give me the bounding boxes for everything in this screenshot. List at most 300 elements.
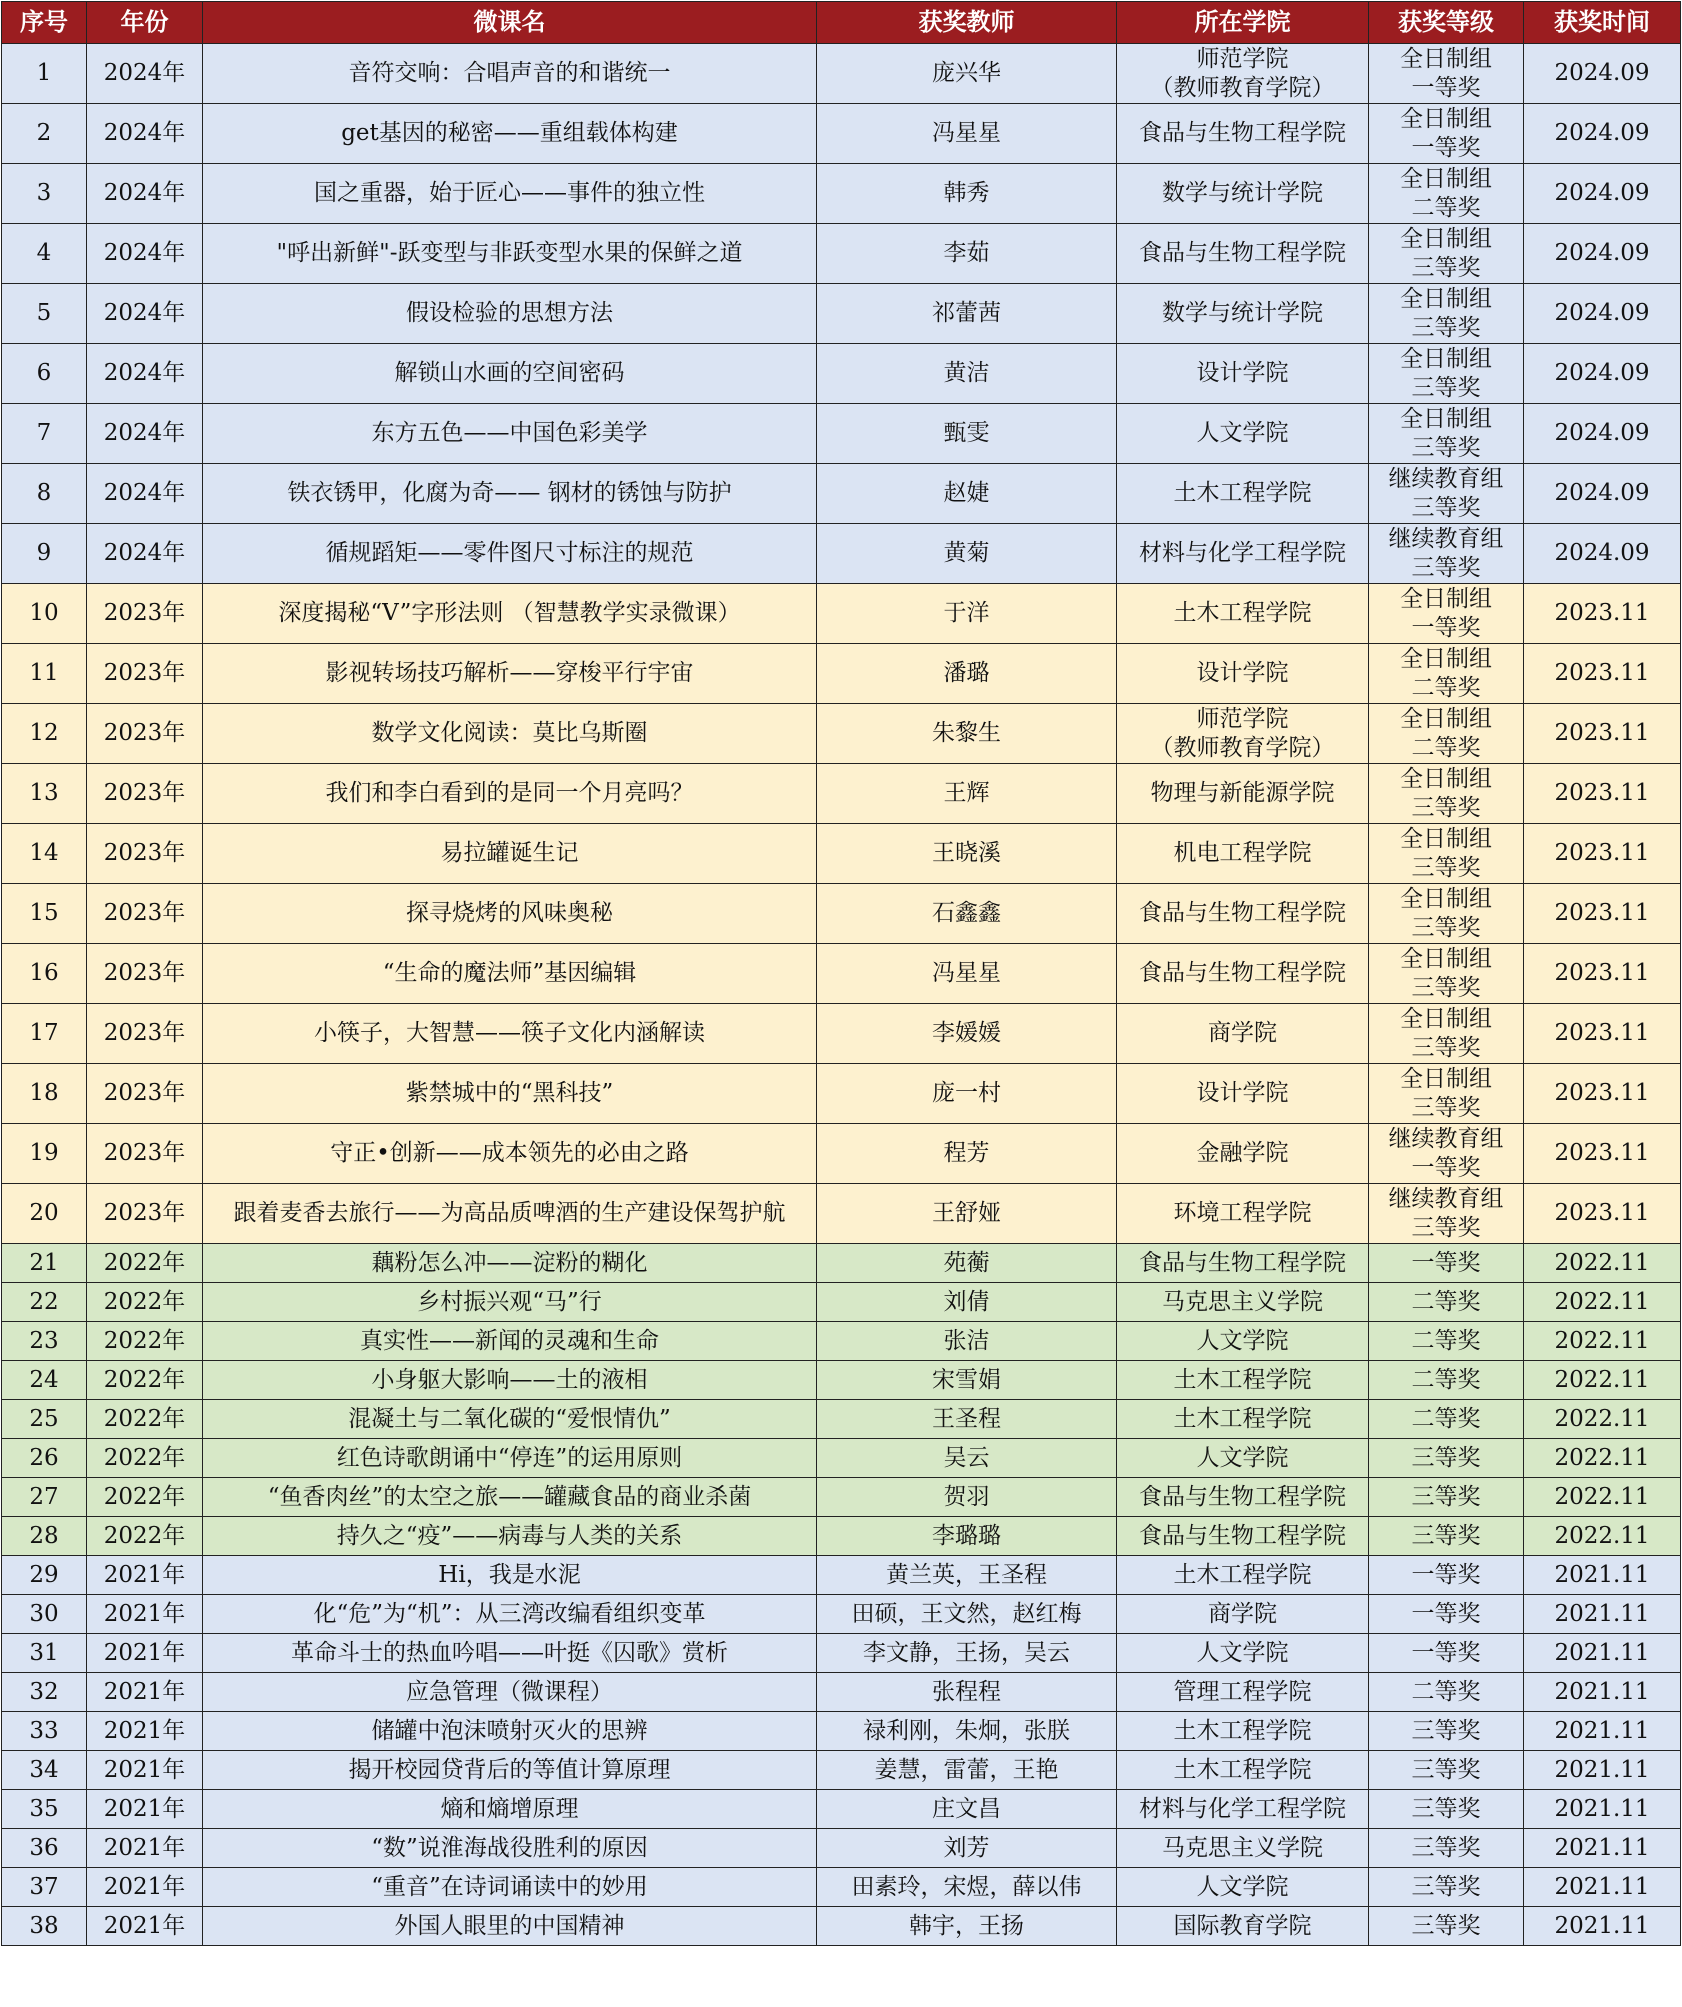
header-no: 序号 [2, 2, 87, 44]
cell-no: 19 [2, 1124, 87, 1184]
cell-teacher: 冯星星 [817, 104, 1117, 164]
cell-course-title: 藕粉怎么冲——淀粉的糊化 [203, 1244, 817, 1283]
cell-college-line: 土木工程学院 [1173, 1366, 1312, 1393]
cell-course-title: 革命斗士的热血吟唱——叶挺《囚歌》赏析 [203, 1634, 817, 1673]
cell-no: 6 [2, 344, 87, 404]
cell-award-level [1369, 1400, 1524, 1439]
table-row [2, 344, 1681, 404]
cell-course-title: 外国人眼里的中国精神 [203, 1907, 817, 1946]
cell-award-date: 2024.09 [1524, 404, 1681, 464]
table-row [2, 1907, 1681, 1946]
cell-award-level-line: 三等奖 [1411, 1912, 1481, 1939]
cell-teacher: 黄洁 [817, 344, 1117, 404]
cell-year: 2023年 [87, 644, 203, 704]
cell-college [1117, 1517, 1369, 1556]
cell-teacher: 刘倩 [817, 1283, 1117, 1322]
table-row [2, 884, 1681, 944]
table-row [2, 524, 1681, 584]
cell-award-date: 2023.11 [1524, 764, 1681, 824]
cell-award-level [1369, 344, 1524, 404]
cell-award-level-line: 三等奖 [1411, 1873, 1481, 1900]
cell-award-level [1369, 1907, 1524, 1946]
cell-award-date: 2023.11 [1524, 644, 1681, 704]
cell-college [1117, 1712, 1369, 1751]
cell-award-level [1369, 644, 1524, 704]
cell-year: 2021年 [87, 1712, 203, 1751]
cell-year: 2023年 [87, 1064, 203, 1124]
cell-year: 2023年 [87, 584, 203, 644]
cell-college-line: 物理与新能源学院 [1150, 780, 1335, 806]
cell-course-title: 循规蹈矩——零件图尺寸标注的规范 [203, 524, 817, 584]
cell-award-level [1369, 284, 1524, 344]
cell-course-title: 守正•创新——成本领先的必由之路 [203, 1124, 817, 1184]
cell-award-date: 2021.11 [1524, 1907, 1681, 1946]
cell-no: 8 [2, 464, 87, 524]
cell-award-level [1369, 1595, 1524, 1634]
cell-teacher: 石鑫鑫 [817, 884, 1117, 944]
cell-no: 10 [2, 584, 87, 644]
cell-course-title: “重音”在诗词诵读中的妙用 [203, 1868, 817, 1907]
cell-award-level [1369, 1439, 1524, 1478]
cell-course-title: 解锁山水画的空间密码 [203, 344, 817, 404]
cell-college-line: 土木工程学院 [1173, 1561, 1312, 1588]
cell-teacher: 张程程 [817, 1673, 1117, 1712]
cell-course-title: 数学文化阅读：莫比乌斯圈 [203, 704, 817, 764]
cell-college [1117, 1478, 1369, 1517]
cell-award-level [1369, 1064, 1524, 1124]
header-year: 年份 [87, 2, 203, 44]
cell-no: 13 [2, 764, 87, 824]
cell-college [1117, 824, 1369, 884]
cell-college [1117, 1790, 1369, 1829]
cell-award-date: 2022.11 [1524, 1361, 1681, 1400]
table-row [2, 44, 1681, 104]
cell-award-date: 2021.11 [1524, 1790, 1681, 1829]
cell-year: 2024年 [87, 404, 203, 464]
cell-no: 36 [2, 1829, 87, 1868]
cell-award-date: 2023.11 [1524, 884, 1681, 944]
table-row [2, 1439, 1681, 1478]
cell-award-level-line: 三等奖 [1411, 974, 1481, 1001]
table-row [2, 1790, 1681, 1829]
cell-teacher: 李璐璐 [817, 1517, 1117, 1556]
table-row [2, 1595, 1681, 1634]
cell-teacher: 庞兴华 [817, 44, 1117, 104]
cell-award-level-line: 三等奖 [1411, 374, 1481, 401]
table-row [2, 1712, 1681, 1751]
cell-no: 5 [2, 284, 87, 344]
cell-no: 30 [2, 1595, 87, 1634]
cell-course-title: 跟着麦香去旅行——为高品质啤酒的生产建设保驾护航 [203, 1184, 817, 1244]
cell-teacher: 于洋 [817, 584, 1117, 644]
cell-award-level [1369, 1790, 1524, 1829]
cell-year: 2022年 [87, 1244, 203, 1283]
cell-award-level [1369, 944, 1524, 1004]
cell-college-line: 马克思主义学院 [1162, 1288, 1323, 1315]
cell-award-level [1369, 1751, 1524, 1790]
cell-college-line: （教师教育学院） [1150, 734, 1335, 761]
cell-award-level [1369, 524, 1524, 584]
cell-college [1117, 1184, 1369, 1244]
cell-no: 24 [2, 1361, 87, 1400]
cell-course-title: “鱼香肉丝”的太空之旅——罐藏食品的商业杀菌 [203, 1478, 817, 1517]
cell-course-title: 影视转场技巧解析——穿梭平行宇宙 [203, 644, 817, 704]
cell-award-level [1369, 1361, 1524, 1400]
cell-college-line: 土木工程学院 [1173, 480, 1312, 506]
cell-no: 1 [2, 44, 87, 104]
cell-award-date: 2024.09 [1524, 164, 1681, 224]
cell-award-date: 2023.11 [1524, 584, 1681, 644]
cell-award-level-line: 二等奖 [1411, 1678, 1481, 1705]
cell-college-line: 机电工程学院 [1173, 840, 1312, 866]
cell-no: 3 [2, 164, 87, 224]
header-teacher: 获奖教师 [817, 2, 1117, 44]
cell-course-title: 国之重器，始于匠心——事件的独立性 [203, 164, 817, 224]
cell-year: 2023年 [87, 884, 203, 944]
cell-course-title: 假设检验的思想方法 [203, 284, 817, 344]
cell-course-title: 化“危”为“机”：从三湾改编看组织变革 [203, 1595, 817, 1634]
cell-college-line: 设计学院 [1196, 1080, 1289, 1106]
cell-teacher: 贺羽 [817, 1478, 1117, 1517]
cell-teacher: 潘璐 [817, 644, 1117, 704]
cell-college [1117, 164, 1369, 224]
cell-year: 2021年 [87, 1595, 203, 1634]
table-row [2, 1400, 1681, 1439]
cell-college [1117, 1868, 1369, 1907]
cell-no: 32 [2, 1673, 87, 1712]
cell-year: 2023年 [87, 1184, 203, 1244]
cell-year: 2024年 [87, 464, 203, 524]
cell-college [1117, 404, 1369, 464]
cell-award-date: 2022.11 [1524, 1322, 1681, 1361]
cell-award-level-line: 全日制组 [1400, 885, 1492, 912]
cell-teacher: 苑蘅 [817, 1244, 1117, 1283]
cell-college-line: 土木工程学院 [1173, 1405, 1312, 1432]
cell-year: 2024年 [87, 104, 203, 164]
cell-college [1117, 764, 1369, 824]
cell-course-title: 持久之“疫”——病毒与人类的关系 [203, 1517, 817, 1556]
cell-award-level [1369, 704, 1524, 764]
cell-award-level [1369, 1634, 1524, 1673]
cell-no: 35 [2, 1790, 87, 1829]
table-row [2, 464, 1681, 524]
cell-award-date: 2024.09 [1524, 464, 1681, 524]
cell-teacher: 庞一村 [817, 1064, 1117, 1124]
cell-no: 31 [2, 1634, 87, 1673]
cell-award-level [1369, 1556, 1524, 1595]
cell-college-line: 人文学院 [1196, 1327, 1289, 1354]
cell-year: 2023年 [87, 1004, 203, 1064]
cell-teacher: 祁蕾茜 [817, 284, 1117, 344]
cell-college-line: 设计学院 [1196, 360, 1289, 386]
cell-award-date: 2021.11 [1524, 1868, 1681, 1907]
header-row [2, 2, 1681, 44]
cell-teacher: 韩秀 [817, 164, 1117, 224]
cell-course-title: 真实性——新闻的灵魂和生命 [203, 1322, 817, 1361]
cell-award-level [1369, 1712, 1524, 1751]
cell-year: 2023年 [87, 824, 203, 884]
cell-year: 2023年 [87, 1124, 203, 1184]
cell-award-level [1369, 1322, 1524, 1361]
cell-award-level-line: 一等奖 [1411, 1154, 1481, 1181]
cell-award-date: 2022.11 [1524, 1478, 1681, 1517]
table-row [2, 824, 1681, 884]
cell-college-line: 设计学院 [1196, 660, 1289, 686]
cell-no: 25 [2, 1400, 87, 1439]
cell-award-level-line: 三等奖 [1411, 854, 1481, 881]
cell-award-date: 2022.11 [1524, 1244, 1681, 1283]
cell-college [1117, 1751, 1369, 1790]
cell-teacher: 王圣程 [817, 1400, 1117, 1439]
cell-award-date: 2023.11 [1524, 1124, 1681, 1184]
cell-year: 2024年 [87, 224, 203, 284]
cell-award-level-line: 三等奖 [1411, 1522, 1481, 1549]
cell-award-level [1369, 884, 1524, 944]
cell-college [1117, 1595, 1369, 1634]
cell-year: 2021年 [87, 1907, 203, 1946]
cell-award-level [1369, 1184, 1524, 1244]
cell-no: 16 [2, 944, 87, 1004]
cell-award-level-line: 一等奖 [1411, 1561, 1481, 1588]
cell-college [1117, 944, 1369, 1004]
cell-college [1117, 1907, 1369, 1946]
table-row [2, 584, 1681, 644]
cell-year: 2022年 [87, 1439, 203, 1478]
cell-course-title: 深度揭秘“V”字形法则 （智慧教学实录微课） [203, 584, 817, 644]
cell-year: 2023年 [87, 704, 203, 764]
cell-college-line: 食品与生物工程学院 [1139, 120, 1346, 146]
table-row [2, 1751, 1681, 1790]
cell-award-level [1369, 1283, 1524, 1322]
table-row [2, 1634, 1681, 1673]
table-row [2, 944, 1681, 1004]
table-row [2, 1556, 1681, 1595]
cell-award-level-line: 三等奖 [1411, 1483, 1481, 1510]
cell-teacher: 田硕，王文然，赵红梅 [817, 1595, 1117, 1634]
table-row [2, 104, 1681, 164]
cell-no: 11 [2, 644, 87, 704]
cell-award-level [1369, 1478, 1524, 1517]
cell-award-level-line: 二等奖 [1411, 674, 1481, 701]
cell-college-line: （教师教育学院） [1150, 74, 1335, 101]
cell-college [1117, 1124, 1369, 1184]
cell-award-level [1369, 1517, 1524, 1556]
cell-award-date: 2024.09 [1524, 104, 1681, 164]
table-row [2, 1829, 1681, 1868]
cell-award-level-line: 全日制组 [1400, 585, 1492, 612]
cell-year: 2022年 [87, 1361, 203, 1400]
table-row [2, 164, 1681, 224]
cell-award-level-line: 全日制组 [1400, 405, 1492, 432]
cell-college-line: 管理工程学院 [1173, 1678, 1312, 1705]
cell-award-level-line: 一等奖 [1411, 134, 1481, 161]
table-row [2, 1244, 1681, 1283]
cell-college-line: 马克思主义学院 [1162, 1834, 1323, 1861]
cell-award-level-line: 全日制组 [1400, 105, 1492, 132]
cell-course-title: 小身躯大影响——土的液相 [203, 1361, 817, 1400]
cell-teacher: 程芳 [817, 1124, 1117, 1184]
cell-college-line: 商学院 [1208, 1600, 1277, 1627]
table-body [2, 44, 1681, 1946]
cell-college [1117, 1064, 1369, 1124]
cell-teacher: 黄菊 [817, 524, 1117, 584]
table-row [2, 1673, 1681, 1712]
cell-teacher: 姜慧，雷蕾，王艳 [817, 1751, 1117, 1790]
cell-award-level [1369, 224, 1524, 284]
cell-no: 37 [2, 1868, 87, 1907]
cell-award-level-line: 二等奖 [1411, 1327, 1481, 1354]
header-course-title: 微课名 [203, 2, 817, 44]
cell-no: 21 [2, 1244, 87, 1283]
cell-award-level-line: 二等奖 [1411, 1405, 1481, 1432]
table-row [2, 644, 1681, 704]
cell-year: 2024年 [87, 284, 203, 344]
cell-college-line: 国际教育学院 [1173, 1912, 1312, 1939]
cell-award-date: 2024.09 [1524, 344, 1681, 404]
cell-award-date: 2021.11 [1524, 1712, 1681, 1751]
cell-college-line: 人文学院 [1196, 1639, 1289, 1666]
header-college: 所在学院 [1117, 2, 1369, 44]
cell-award-level-line: 全日制组 [1400, 225, 1492, 252]
cell-award-level-line: 二等奖 [1411, 1288, 1481, 1315]
cell-award-date: 2022.11 [1524, 1439, 1681, 1478]
cell-teacher: 田素玲，宋煜，薛以伟 [817, 1868, 1117, 1907]
table-row [2, 1184, 1681, 1244]
cell-teacher: 王晓溪 [817, 824, 1117, 884]
cell-college-line: 人文学院 [1196, 1873, 1289, 1900]
cell-award-level-line: 全日制组 [1400, 645, 1492, 672]
cell-award-level-line: 继续教育组 [1388, 1125, 1504, 1152]
cell-college-line: 数学与统计学院 [1162, 180, 1323, 206]
cell-award-date: 2022.11 [1524, 1517, 1681, 1556]
cell-award-level-line: 三等奖 [1411, 494, 1481, 521]
cell-award-date: 2024.09 [1524, 524, 1681, 584]
cell-award-date: 2023.11 [1524, 1064, 1681, 1124]
cell-course-title: Hi，我是水泥 [203, 1556, 817, 1595]
cell-year: 2022年 [87, 1400, 203, 1439]
cell-course-title: 东方五色——中国色彩美学 [203, 404, 817, 464]
cell-award-level [1369, 1124, 1524, 1184]
cell-award-level-line: 全日制组 [1400, 705, 1492, 732]
cell-no: 12 [2, 704, 87, 764]
cell-award-level-line: 三等奖 [1411, 1214, 1481, 1241]
cell-college [1117, 1004, 1369, 1064]
cell-college-line: 材料与化学工程学院 [1139, 540, 1346, 566]
cell-college-line: 食品与生物工程学院 [1139, 1249, 1346, 1276]
cell-college-line: 材料与化学工程学院 [1139, 1795, 1346, 1822]
cell-course-title: 混凝土与二氧化碳的“爱恨情仇” [203, 1400, 817, 1439]
cell-course-title: 易拉罐诞生记 [203, 824, 817, 884]
cell-college [1117, 284, 1369, 344]
cell-course-title: “数”说淮海战役胜利的原因 [203, 1829, 817, 1868]
cell-teacher: 王舒娅 [817, 1184, 1117, 1244]
cell-college [1117, 464, 1369, 524]
cell-award-level-line: 三等奖 [1411, 314, 1481, 341]
cell-no: 29 [2, 1556, 87, 1595]
cell-award-level [1369, 164, 1524, 224]
cell-year: 2024年 [87, 164, 203, 224]
cell-college-line: 师范学院 [1196, 45, 1289, 72]
cell-award-level-line: 一等奖 [1411, 1639, 1481, 1666]
cell-course-title: get基因的秘密——重组载体构建 [203, 104, 817, 164]
cell-college [1117, 104, 1369, 164]
cell-teacher: 张洁 [817, 1322, 1117, 1361]
cell-award-level [1369, 1244, 1524, 1283]
cell-year: 2021年 [87, 1868, 203, 1907]
cell-teacher: 李文静，王扬，吴云 [817, 1634, 1117, 1673]
cell-year: 2022年 [87, 1283, 203, 1322]
cell-award-date: 2021.11 [1524, 1595, 1681, 1634]
cell-award-level [1369, 404, 1524, 464]
cell-college [1117, 1244, 1369, 1283]
cell-award-level-line: 二等奖 [1411, 734, 1481, 761]
cell-college [1117, 44, 1369, 104]
cell-award-level [1369, 44, 1524, 104]
cell-teacher: 李媛媛 [817, 1004, 1117, 1064]
cell-teacher: 赵婕 [817, 464, 1117, 524]
cell-award-level-line: 三等奖 [1411, 254, 1481, 281]
cell-course-title: 储罐中泡沫喷射灭火的思辨 [203, 1712, 817, 1751]
cell-award-level-line: 三等奖 [1411, 1444, 1481, 1471]
cell-award-level-line: 全日制组 [1400, 165, 1492, 192]
cell-year: 2021年 [87, 1634, 203, 1673]
cell-award-level-line: 一等奖 [1411, 1249, 1481, 1276]
header-award-level: 获奖等级 [1369, 2, 1524, 44]
cell-year: 2023年 [87, 764, 203, 824]
table-row [2, 1517, 1681, 1556]
cell-award-level [1369, 104, 1524, 164]
cell-award-date: 2024.09 [1524, 44, 1681, 104]
cell-award-level-line: 一等奖 [1411, 614, 1481, 641]
cell-award-level-line: 全日制组 [1400, 945, 1492, 972]
cell-award-date: 2024.09 [1524, 284, 1681, 344]
cell-year: 2022年 [87, 1322, 203, 1361]
cell-award-level-line: 二等奖 [1411, 194, 1481, 221]
table-row [2, 1868, 1681, 1907]
cell-award-level-line: 三等奖 [1411, 1834, 1481, 1861]
cell-college [1117, 1439, 1369, 1478]
cell-award-date: 2023.11 [1524, 944, 1681, 1004]
cell-course-title: 探寻烧烤的风味奥秘 [203, 884, 817, 944]
cell-award-level-line: 三等奖 [1411, 1795, 1481, 1822]
cell-year: 2024年 [87, 344, 203, 404]
cell-no: 34 [2, 1751, 87, 1790]
cell-college-line: 土木工程学院 [1173, 1717, 1312, 1744]
cell-award-date: 2021.11 [1524, 1829, 1681, 1868]
cell-no: 28 [2, 1517, 87, 1556]
cell-award-level-line: 三等奖 [1411, 1034, 1481, 1061]
cell-year: 2024年 [87, 44, 203, 104]
table-row [2, 1478, 1681, 1517]
cell-college-line: 金融学院 [1196, 1140, 1289, 1166]
cell-year: 2021年 [87, 1556, 203, 1595]
cell-award-date: 2022.11 [1524, 1400, 1681, 1439]
cell-award-date: 2023.11 [1524, 824, 1681, 884]
cell-college-line: 商学院 [1208, 1020, 1277, 1046]
cell-year: 2021年 [87, 1790, 203, 1829]
cell-college-line: 食品与生物工程学院 [1139, 900, 1346, 926]
cell-college [1117, 524, 1369, 584]
cell-award-level-line: 全日制组 [1400, 765, 1492, 792]
cell-award-level-line: 三等奖 [1411, 1094, 1481, 1121]
cell-year: 2021年 [87, 1751, 203, 1790]
cell-college [1117, 1400, 1369, 1439]
table-row [2, 764, 1681, 824]
cell-year: 2023年 [87, 944, 203, 1004]
cell-award-date: 2024.09 [1524, 224, 1681, 284]
cell-no: 7 [2, 404, 87, 464]
table-row [2, 1004, 1681, 1064]
